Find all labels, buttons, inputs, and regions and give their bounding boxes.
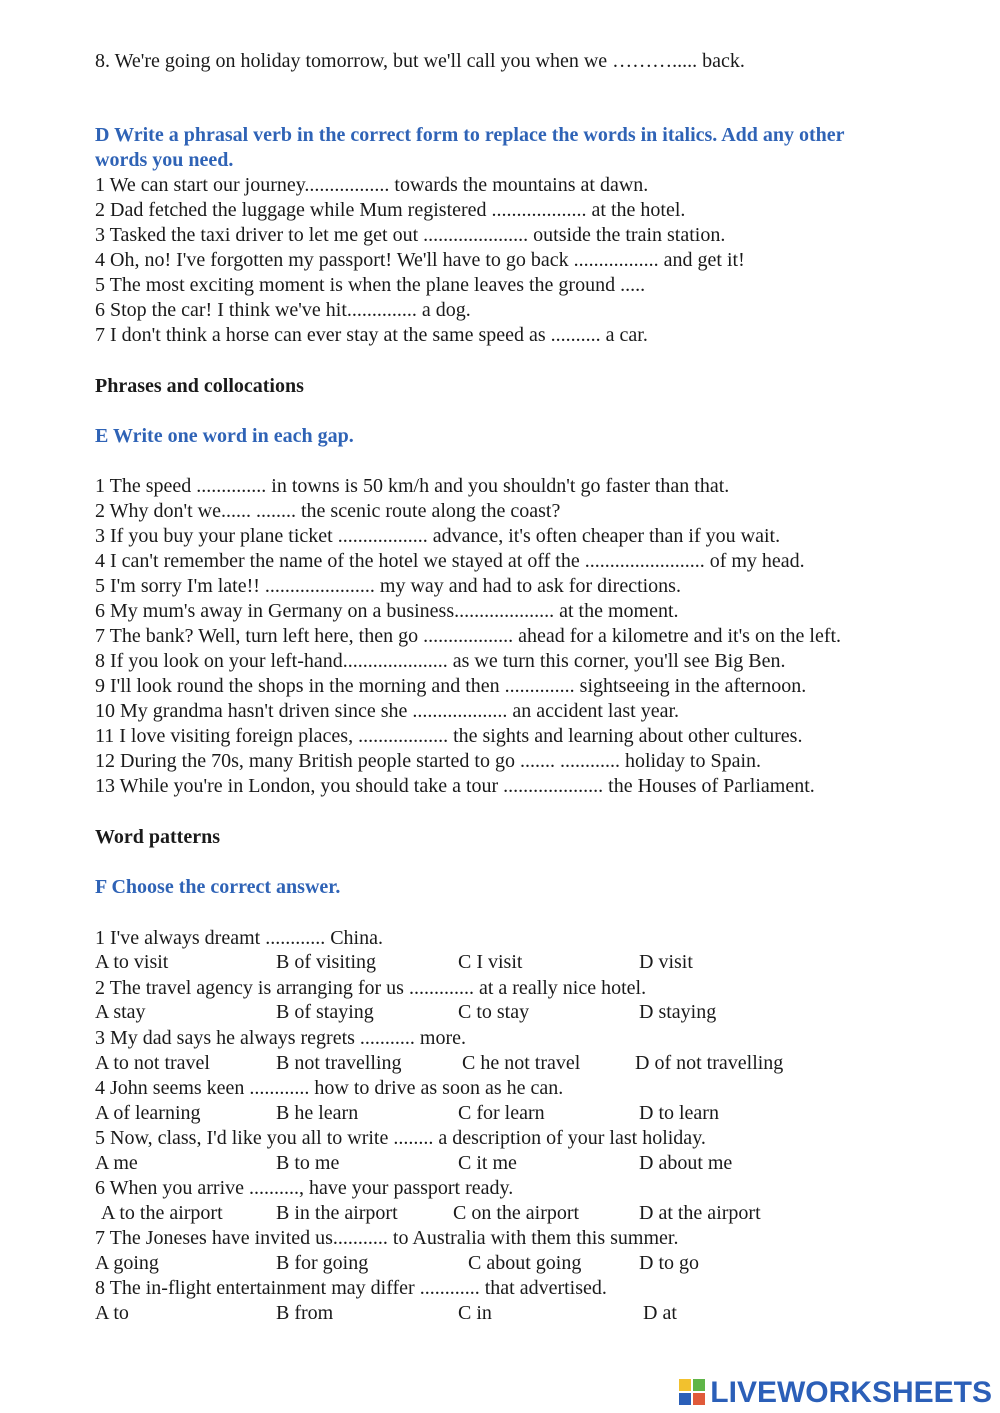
question-text: 8 The in-flight entertainment may differ ............ that advertised.	[95, 1277, 607, 1299]
section-e-title: E Write one word in each gap.	[95, 425, 354, 447]
exercise-item: 4 I can't remember the name of the hotel we stayed at off the ........................ of my head.	[95, 550, 805, 572]
option-d[interactable]: D of not travelling	[635, 1052, 784, 1074]
option-b[interactable]: B he learn	[276, 1102, 359, 1124]
option-d[interactable]: D at	[643, 1302, 677, 1324]
question-text: 1 I've always dreamt ............ China.	[95, 927, 383, 949]
exercise-item: 7 The bank? Well, turn left here, then go .................. ahead for a kilometre and it's on the left.	[95, 625, 842, 647]
option-a[interactable]: A stay	[95, 1001, 146, 1023]
option-c[interactable]: C to stay	[458, 1001, 530, 1023]
liveworksheets-logo-icon	[679, 1379, 707, 1407]
option-c[interactable]: C in	[458, 1302, 492, 1324]
section-f-title: F Choose the correct answer.	[95, 876, 341, 898]
option-b[interactable]: B to me	[276, 1152, 340, 1174]
option-c[interactable]: C he not travel	[462, 1052, 581, 1074]
heading-phrases: Phrases and collocations	[95, 375, 304, 397]
option-b[interactable]: B not travelling	[276, 1052, 402, 1074]
option-a[interactable]: A of learning	[95, 1102, 201, 1124]
question-text: 2 The travel agency is arranging for us ............. at a really nice hotel.	[95, 977, 647, 999]
exercise-item: 13 While you're in London, you should take a tour .................... the Houses of Parliament.	[95, 775, 815, 797]
exercise-item: 5 I'm sorry I'm late!! ...................... my way and had to ask for directions.	[95, 575, 681, 597]
option-d[interactable]: D to learn	[639, 1102, 719, 1124]
exercise-item: 1 We can start our journey................. towards the mountains at dawn.	[95, 174, 649, 196]
exercise-item: 11 I love visiting foreign places, .................. the sights and learning about other cultures.	[95, 725, 803, 747]
option-d[interactable]: D about me	[639, 1152, 733, 1174]
exercise-item: 1 The speed .............. in towns is 50 km/h and you shouldn't go faster than that.	[95, 475, 730, 497]
option-c[interactable]: C it me	[458, 1152, 517, 1174]
liveworksheets-logo[interactable]	[679, 1375, 992, 1411]
exercise-item: 2 Dad fetched the luggage while Mum registered ................... at the hotel.	[95, 199, 686, 221]
exercise-item: 10 My grandma hasn't driven since she ................... an accident last year.	[95, 700, 680, 722]
option-a[interactable]: A to not travel	[95, 1052, 210, 1074]
option-c[interactable]: C about going	[468, 1252, 582, 1274]
option-a[interactable]: A to	[95, 1302, 129, 1324]
exercise-item: 6 My mum's away in Germany on a business.................... at the moment.	[95, 600, 679, 622]
question-text: 3 My dad says he always regrets ........... more.	[95, 1027, 467, 1049]
logo-text: LIVEWORKSHEETS	[710, 1376, 992, 1409]
exercise-item: 3 Tasked the taxi driver to let me get out ..................... outside the train station.	[95, 224, 726, 246]
option-b[interactable]: B of visiting	[276, 951, 377, 973]
option-a[interactable]: A to visit	[95, 951, 169, 973]
option-d[interactable]: D visit	[639, 951, 693, 973]
section-d-title-cont: words you need.	[95, 149, 234, 171]
question-text: 7 The Joneses have invited us........... to Australia with them this summer.	[95, 1227, 679, 1249]
exercise-item: 12 During the 70s, many British people started to go ....... ............ holiday to Spain.	[95, 750, 762, 772]
exercise-item: 3 If you buy your plane ticket .................. advance, it's often cheaper than if you wait.	[95, 525, 781, 547]
option-a[interactable]: A to the airport	[101, 1202, 223, 1224]
exercise-item: 6 Stop the car! I think we've hit.............. a dog.	[95, 299, 471, 321]
question-text: 4 John seems keen ............ how to drive as soon as he can.	[95, 1077, 564, 1099]
option-b[interactable]: B in the airport	[276, 1202, 398, 1224]
option-c[interactable]: C I visit	[458, 951, 523, 973]
question-text: 6 When you arrive .........., have your passport ready.	[95, 1177, 514, 1199]
exercise-item: 9 I'll look round the shops in the morning and then .............. sightseeing in the afternoon.	[95, 675, 807, 697]
exercise-item: 4 Oh, no! I've forgotten my passport! We'll have to go back ................. and get it!	[95, 249, 745, 271]
exercise-item: 8. We're going on holiday tomorrow, but we'll call you when we ………..... back.	[95, 50, 745, 72]
option-d[interactable]: D to go	[639, 1252, 699, 1274]
section-d-title: D Write a phrasal verb in the correct form to replace the words in italics. Add any other	[95, 124, 845, 146]
option-b[interactable]: B of staying	[276, 1001, 374, 1023]
question-text: 5 Now, class, I'd like you all to write ........ a description of your last holiday.	[95, 1127, 706, 1149]
heading-word-patterns: Word patterns	[95, 826, 220, 848]
option-c[interactable]: C for learn	[458, 1102, 545, 1124]
option-d[interactable]: D at the airport	[639, 1202, 761, 1224]
exercise-item: 2 Why don't we...... ........ the scenic route along the coast?	[95, 500, 561, 522]
exercise-item: 8 If you look on your left-hand..................... as we turn this corner, you'll see Big Ben.	[95, 650, 786, 672]
option-c[interactable]: C on the airport	[453, 1202, 580, 1224]
exercise-item: 7 I don't think a horse can ever stay at the same speed as .......... a car.	[95, 324, 648, 346]
option-b[interactable]: B for going	[276, 1252, 369, 1274]
option-a[interactable]: A me	[95, 1152, 138, 1174]
option-b[interactable]: B from	[276, 1302, 334, 1324]
option-a[interactable]: A going	[95, 1252, 159, 1274]
exercise-item: 5 The most exciting moment is when the plane leaves the ground .....	[95, 274, 646, 296]
option-d[interactable]: D staying	[639, 1001, 717, 1023]
